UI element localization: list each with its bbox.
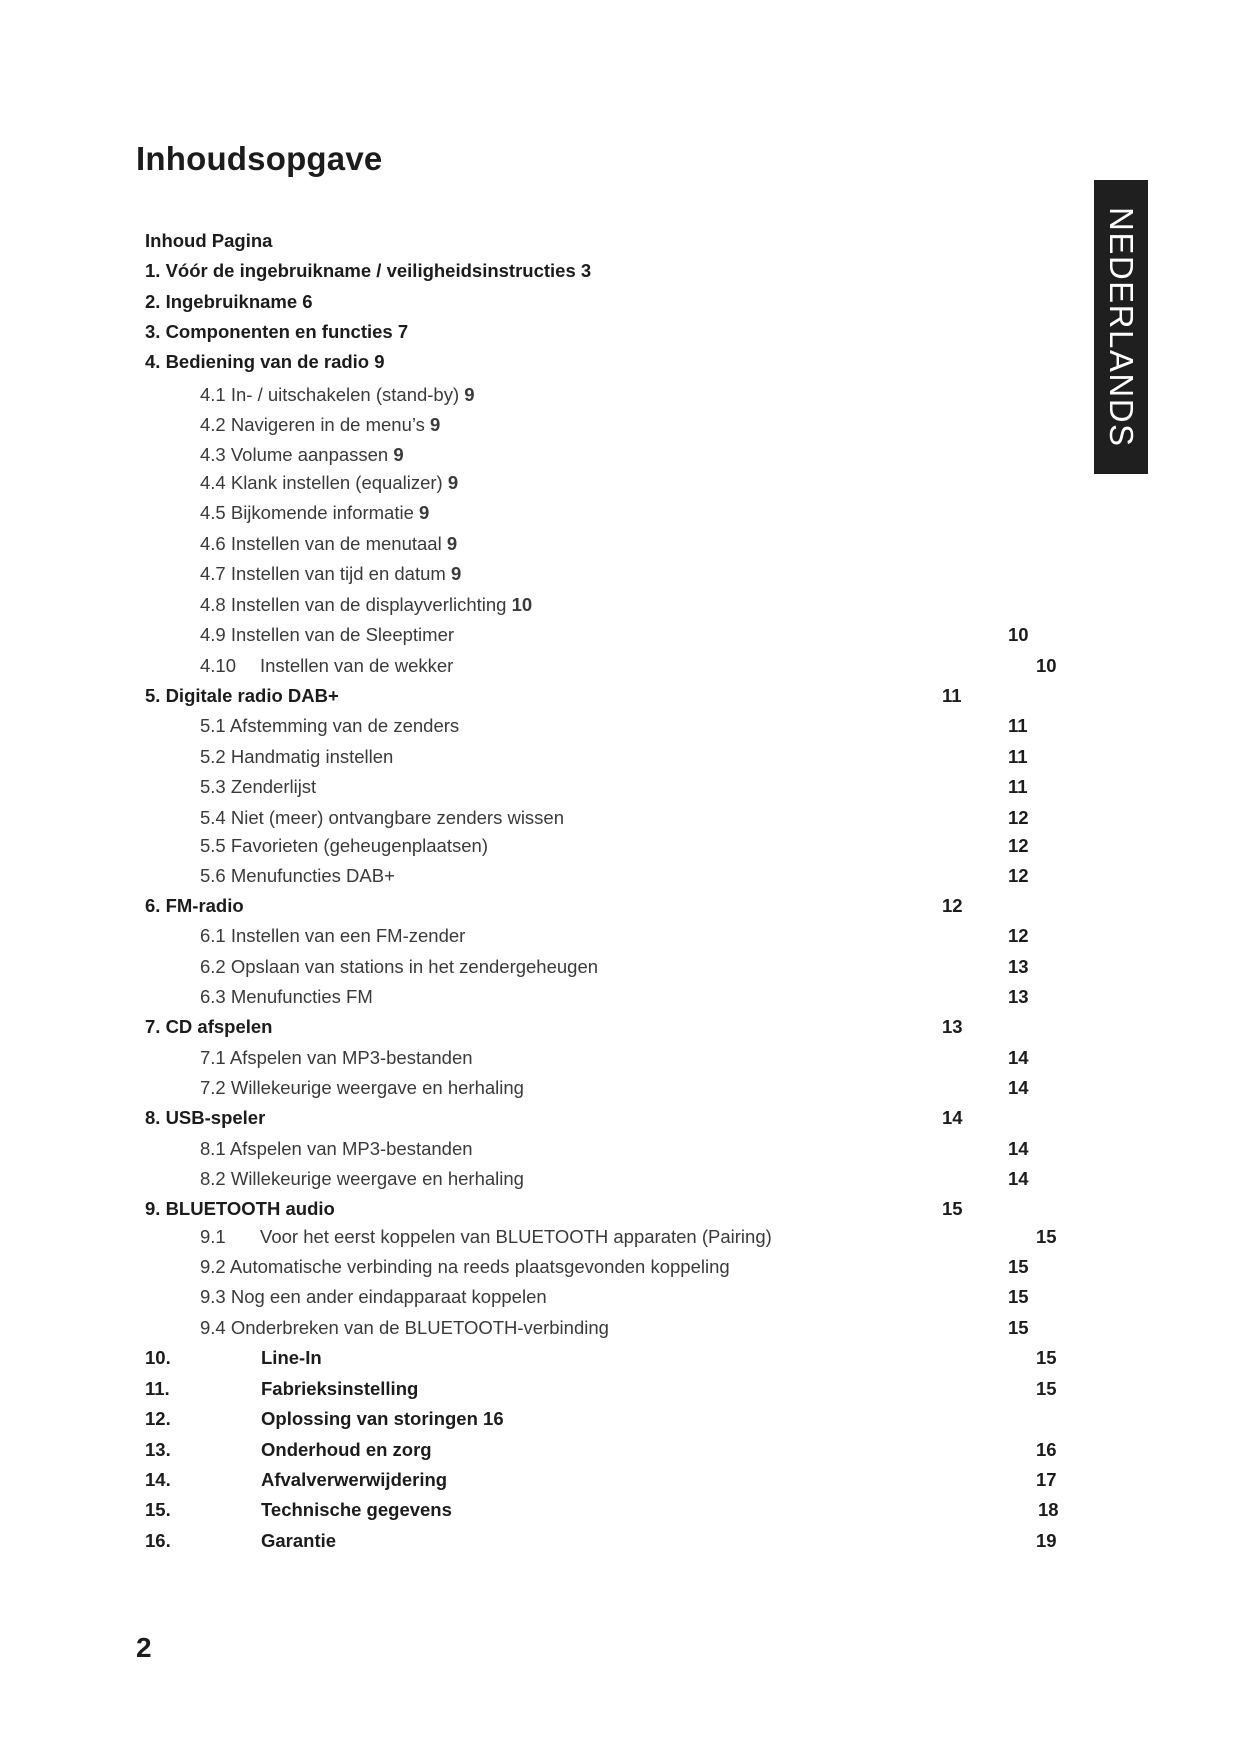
toc-entry-14: Afvalverwerwijdering: [261, 1469, 448, 1490]
toc-page-10: 15: [1036, 1347, 1057, 1368]
toc-entry-15: Technische gegevens: [261, 1499, 452, 1520]
toc-entry-7: 7. CD afspelen: [145, 1016, 273, 1037]
toc-entry-5-4: 5.4 Niet (meer) ontvangbare zenders wissen: [200, 807, 565, 828]
toc-entry-6-2: 6.2 Opslaan van stations in het zendergeheugen: [200, 956, 599, 977]
toc-page-7: 13: [942, 1016, 963, 1037]
toc-entry-8-2: 8.2 Willekeurige weergave en herhaling: [200, 1168, 524, 1189]
toc-page-11: 15: [1036, 1378, 1057, 1399]
toc-entry-3: 3. Componenten en functies 7: [145, 321, 409, 342]
toc-entry-7-1: 7.1 Afspelen van MP3-bestanden: [200, 1047, 473, 1068]
toc-page-6-2: 13: [1008, 956, 1029, 977]
toc-page-5-5: 12: [1008, 835, 1029, 856]
language-tab-label: NEDERLANDS: [1103, 206, 1140, 448]
toc-entry-13-num: 13.: [145, 1439, 171, 1460]
toc-entry-5-3: 5.3 Zenderlijst: [200, 776, 317, 797]
toc-entry-6: 6. FM-radio: [145, 895, 244, 916]
toc-entry-4-3: 4.3 Volume aanpassen 9: [200, 444, 404, 465]
toc-page-6: 12: [942, 895, 963, 916]
toc-entry-4: 4. Bediening van de radio 9: [145, 351, 385, 372]
toc-entry-5-6: 5.6 Menufuncties DAB+: [200, 865, 395, 886]
toc-page-6-3: 13: [1008, 986, 1029, 1007]
toc-entry-6-1: 6.1 Instellen van een FM-zender: [200, 925, 466, 946]
toc-page-6-1: 12: [1008, 925, 1029, 946]
toc-header: Inhoud Pagina: [145, 230, 273, 251]
toc-page-9-3: 15: [1008, 1286, 1029, 1307]
toc-entry-8: 8. USB-speler: [145, 1107, 266, 1128]
toc-entry-4-2: 4.2 Navigeren in de menu’s 9: [200, 414, 441, 435]
toc-entry-4-10-num: 4.10: [200, 655, 237, 676]
toc-entry-16: Garantie: [261, 1530, 337, 1551]
toc-entry-10-num: 10.: [145, 1347, 171, 1368]
toc-page-8-2: 14: [1008, 1168, 1029, 1189]
toc-page-7-1: 14: [1008, 1047, 1029, 1068]
toc-entry-12: Oplossing van storingen 16: [261, 1408, 504, 1429]
toc-entry-5-1: 5.1 Afstemming van de zenders: [200, 715, 460, 736]
toc-page-9-2: 15: [1008, 1256, 1029, 1277]
toc-entry-9-1: Voor het eerst koppelen van BLUETOOTH apparaten (Pairing): [260, 1226, 772, 1247]
page-title: Inhoudsopgave: [136, 140, 383, 177]
toc-entry-14-num: 14.: [145, 1469, 171, 1490]
toc-page-8: 14: [942, 1107, 963, 1128]
toc-entry-10: Line-In: [261, 1347, 322, 1368]
toc-page-14: 17: [1036, 1469, 1057, 1490]
toc-entry-12-num: 12.: [145, 1408, 171, 1429]
toc-entry-4-8: 4.8 Instellen van de displayverlichting 10: [200, 594, 533, 615]
toc-entry-4-1: 4.1 In- / uitschakelen (stand-by) 9: [200, 384, 475, 405]
toc-page-9-4: 15: [1008, 1317, 1029, 1338]
toc-page-4-9: 10: [1008, 624, 1029, 645]
toc-entry-4-6: 4.6 Instellen van de menutaal 9: [200, 533, 458, 554]
toc-page-5-4: 12: [1008, 807, 1029, 828]
toc-page-5-3: 11: [1008, 776, 1028, 797]
toc-entry-2: 2. Ingebruikname 6: [145, 291, 313, 312]
toc-entry-16-num: 16.: [145, 1530, 171, 1551]
toc-entry-6-3: 6.3 Menufuncties FM: [200, 986, 373, 1007]
toc-page-8-1: 14: [1008, 1138, 1029, 1159]
toc-entry-8-1: 8.1 Afspelen van MP3-bestanden: [200, 1138, 473, 1159]
toc-entry-9: 9. BLUETOOTH audio: [145, 1198, 335, 1219]
toc-entry-9-3: 9.3 Nog een ander eindapparaat koppelen: [200, 1286, 547, 1307]
toc-page-7-2: 14: [1008, 1077, 1029, 1098]
toc-page-16: 19: [1036, 1530, 1057, 1551]
toc-page-9-1: 15: [1036, 1226, 1057, 1247]
toc-entry-9-2: 9.2 Automatische verbinding na reeds plaatsgevonden koppeling: [200, 1256, 730, 1277]
toc-entry-9-1-num: 9.1: [200, 1226, 226, 1247]
toc-entry-4-10: Instellen van de wekker: [260, 655, 454, 676]
toc-entry-5-2: 5.2 Handmatig instellen: [200, 746, 394, 767]
language-tab: [1094, 180, 1148, 474]
toc-entry-7-2: 7.2 Willekeurige weergave en herhaling: [200, 1077, 524, 1098]
toc-entry-13: Onderhoud en zorg: [261, 1439, 432, 1460]
toc-entry-4-9: 4.9 Instellen van de Sleeptimer: [200, 624, 455, 645]
toc-page-5-1: 11: [1008, 715, 1028, 736]
toc-page-5-6: 12: [1008, 865, 1029, 886]
toc-entry-11-num: 11.: [145, 1378, 170, 1399]
toc-entry-1: 1. Vóór de ingebruikname / veiligheidsinstructies 3: [145, 260, 592, 281]
toc-entry-5-5: 5.5 Favorieten (geheugenplaatsen): [200, 835, 488, 856]
toc-entry-9-4: 9.4 Onderbreken van de BLUETOOTH-verbinding: [200, 1317, 609, 1338]
toc-entry-4-5: 4.5 Bijkomende informatie 9: [200, 502, 430, 523]
toc-entry-5: 5. Digitale radio DAB+: [145, 685, 339, 706]
toc-page-4-10: 10: [1036, 655, 1057, 676]
toc-page-15: 18: [1038, 1499, 1059, 1520]
toc-page-13: 16: [1036, 1439, 1057, 1460]
toc-entry-4-4: 4.4 Klank instellen (equalizer) 9: [200, 472, 459, 493]
toc-page-5-2: 11: [1008, 746, 1028, 767]
toc-entry-15-num: 15.: [145, 1499, 171, 1520]
toc-page-9: 15: [942, 1198, 963, 1219]
toc-page-5: 11: [942, 685, 962, 706]
page-number: 2: [136, 1632, 152, 1663]
toc-entry-11: Fabrieksinstelling: [261, 1378, 419, 1399]
toc-entry-4-7: 4.7 Instellen van tijd en datum 9: [200, 563, 462, 584]
